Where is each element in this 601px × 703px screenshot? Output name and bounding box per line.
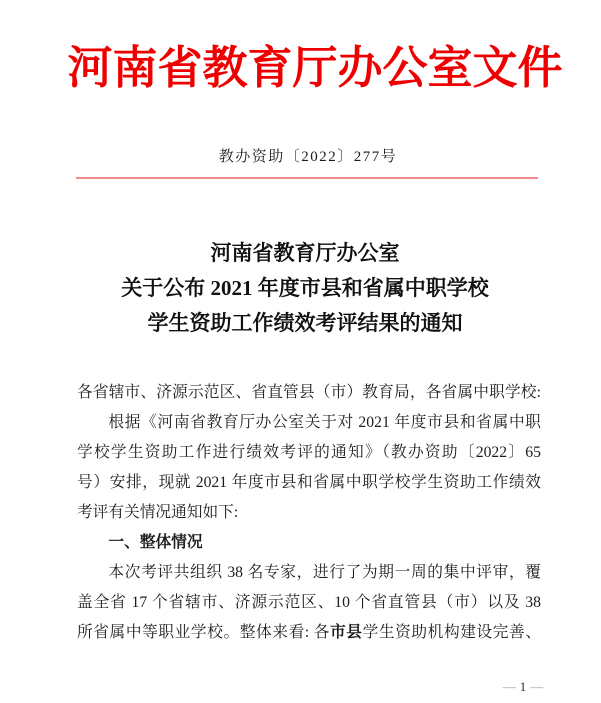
body-line <box>77 378 541 408</box>
body-text-segment: 考评有关情况通知如下: <box>77 504 239 521</box>
document-number: 教办资助〔2022〕277号 <box>218 149 398 165</box>
body-text-segment: 号）安排，现就 2021 年度市县和省属中职学校学生资助工作绩效 <box>77 474 541 491</box>
body-text-segment: 各省辖市、济源示范区、省直管县（市）教育局，各省属中职学校: <box>77 384 541 401</box>
body-text <box>77 378 541 648</box>
notice-title-line-3: 学生资助工作绩效考评结果的通知 <box>147 311 463 335</box>
notice-title <box>55 236 555 341</box>
notice-title-line-2: 关于公布 2021 年度市县和省属中职学校 <box>121 276 489 300</box>
body-line <box>77 618 541 648</box>
emphasis-text: 市县 <box>330 624 363 641</box>
emphasis-text: 一、整体情况 <box>108 534 203 551</box>
body-line <box>77 438 541 468</box>
body-text-segment: 盖全省 17 个省辖市、济源示范区、10 个省直管县（市）以及 38 <box>77 594 541 611</box>
page-number-footer <box>486 679 560 695</box>
body-line <box>77 528 541 558</box>
body-line <box>77 588 541 618</box>
page-number-dash-right: — <box>530 679 544 694</box>
red-divider-line <box>76 177 538 179</box>
body-text-segment: 本次考评共组织 38 名专家，进行了为期一周的集中评审，覆 <box>108 564 541 581</box>
body-line <box>77 408 541 438</box>
body-text-segment: 根据《河南省教育厅办公室关于对 2021 年度市县和省属中职 <box>108 414 541 431</box>
document-header-title: 河南省教育厅办公室文件 <box>67 43 563 93</box>
page-number: 1 <box>519 679 527 694</box>
body-line <box>77 468 541 498</box>
body-text-segment: 学校学生资助工作进行绩效考评的通知》（教办资助〔2022〕65 <box>77 444 541 461</box>
body-line <box>77 558 541 588</box>
body-text-segment: 学生资助机构建设完善、 <box>362 624 541 641</box>
page-number-dash-left: — <box>502 679 516 694</box>
notice-title-line-1: 河南省教育厅办公室 <box>210 241 400 265</box>
body-line <box>77 498 541 528</box>
body-text-segment: 所省属中等职业学校。整体来看: 各 <box>77 624 331 641</box>
